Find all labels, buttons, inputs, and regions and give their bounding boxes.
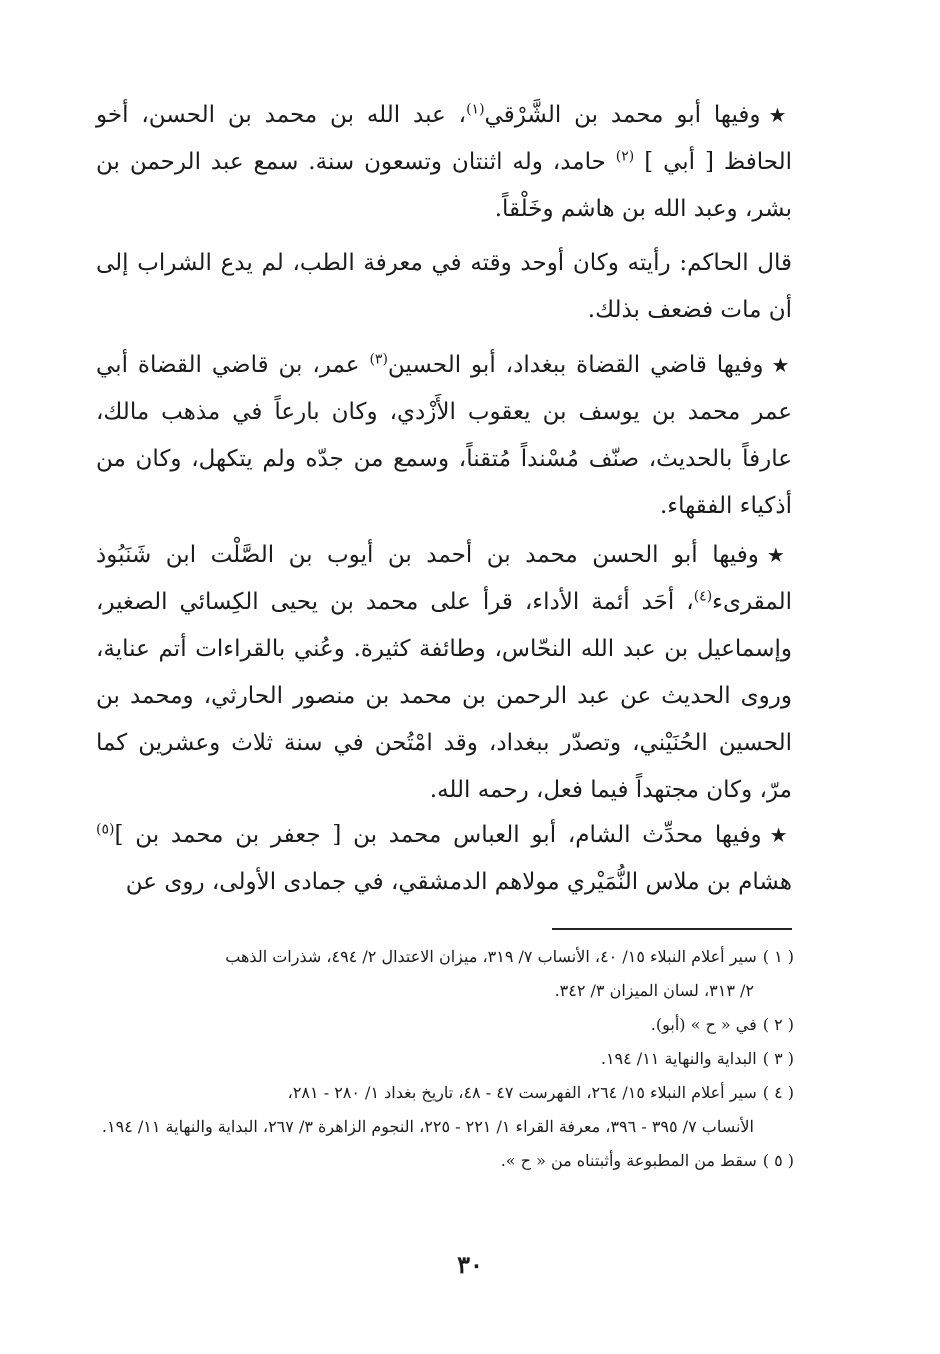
paragraph-1 — [96, 92, 792, 233]
footnote-number: ( ١ ) — [762, 947, 794, 966]
footnote-number: ( ٥ ) — [762, 1151, 794, 1170]
paragraph-4 — [96, 532, 792, 814]
paragraph-3 — [96, 342, 792, 530]
footnote-1 — [92, 940, 794, 1008]
paragraph-1-text-b: ، عبد الله بن محمد بن الحسن، أخو الحافظ [ أبي ] — [96, 102, 792, 175]
paragraph-2-text: قال الحاكم: رأيته وكان أوحد وقته في معرفة الطب، لم يدع الشراب إلى أن مات فضعف بذلك. — [96, 250, 792, 323]
star-icon: ★ — [766, 543, 792, 567]
paragraph-3-text-a: وفيها قاضي القضاة ببغداد، أبو الحسين — [387, 352, 764, 378]
footnote-2 — [92, 1008, 794, 1042]
footnote-number: ( ٣ ) — [762, 1049, 794, 1068]
footnote-number: ( ٤ ) — [762, 1083, 794, 1102]
footnote-4 — [92, 1076, 794, 1144]
paragraph-1-text-a: وفيها أبو محمد بن الشَّرْقي — [484, 102, 761, 128]
footnote-ref-5: (٥) — [96, 821, 115, 838]
paragraph-5-text-a: وفيها محدِّث الشام، أبو العباس محمد بن [ جعفر بن محمد بن ] — [114, 822, 762, 848]
paragraph-5-text-b: هشام بن ملاس النُّمَيْري مولاهم الدمشقي، في جمادى الأولى، روى عن — [125, 869, 792, 895]
footnote-continuation: الأنساب ٧/ ٣٩٥ - ٣٩٦، معرفة القراء ١/ ٢٢١ - ٢٢٥، النجوم الزاهرة ٣/ ٢٦٧، البداية والنهاية ١١/ ١٩٤. — [101, 1117, 754, 1136]
footnote-text: سير أعلام النبلاء ١٥/ ٢٦٤، الفهرست ٤٧ - ٤٨، تاريخ بغداد ١/ ٢٨٠ - ٢٨١، — [287, 1083, 757, 1102]
footnote-text: في « ح » (أبو). — [650, 1015, 757, 1034]
footnote-5 — [92, 1144, 794, 1178]
footnote-text: البداية والنهاية ١١/ ١٩٤. — [600, 1049, 757, 1068]
footnote-3 — [92, 1042, 794, 1076]
footnote-ref-4: (٤) — [693, 588, 713, 605]
footnote-ref-2: (٢) — [615, 148, 635, 165]
footnote-ref-1: (١) — [466, 101, 485, 118]
footnote-number: ( ٢ ) — [762, 1015, 794, 1034]
page-number: ٣٠ — [457, 1250, 483, 1279]
footnote-continuation: ٢/ ٣١٣، لسان الميزان ٣/ ٣٤٢. — [554, 981, 754, 1000]
paragraph-2 — [96, 240, 792, 334]
footnotes-list — [92, 940, 794, 1178]
paragraph-1-text-c: حامد، وله اثنتان وتسعون سنة. سمع عبد الرحمن بن بشر، وعبد الله بن هاشم وخَلْقاً. — [96, 149, 792, 222]
star-icon: ★ — [771, 353, 792, 377]
paragraph-5 — [96, 812, 792, 906]
footnote-divider — [552, 928, 792, 930]
star-icon: ★ — [768, 103, 792, 127]
footnote-text: سير أعلام النبلاء ١٥/ ٤٠، الأنساب ٧/ ٣١٩، ميزان الاعتدال ٢/ ٤٩٤، شذرات الذهب — [225, 947, 757, 966]
footnote-ref-3: (٣) — [369, 351, 388, 368]
footnote-text: سقط من المطبوعة وأثبتناه من « ح ». — [500, 1151, 757, 1170]
star-icon: ★ — [769, 823, 792, 847]
paragraph-3-text-b: عمر، بن قاضي القضاة أبي عمر محمد بن يوسف بن يعقوب الأَزْدي، وكان بارعاً في مذهب مالك، عارفاً بالحديث، صنّف مُسْنداً مُتقناً، وسمع من جدّه ولم يتكهل، وكان من أذكياء الفقهاء. — [96, 352, 792, 519]
paragraph-4-text-a: وفيها أبو الحسن محمد بن أحمد بن أيوب بن الصَّلْت ابن شَنَبُوذ المقرىء — [96, 542, 792, 615]
paragraph-4-text-b: ، أحَد أئمة الأداء، قرأ على محمد بن يحيى الكِسائي الصغير، وإسماعيل بن عبد الله النحّاس، وطائفة كثيرة. وعُني بالقراءات أتم عناية، وروى الحديث عن عبد الرحمن بن محمد بن منصور الحارثي، ومحمد بن الحسين الحُنَيْني، وتصدّر ببغداد، وقد امْتُحن في سنة ثلاث وعشرين كما مرّ، وكان مجتهداً فيما فعل، رحمه الله. — [96, 589, 792, 803]
